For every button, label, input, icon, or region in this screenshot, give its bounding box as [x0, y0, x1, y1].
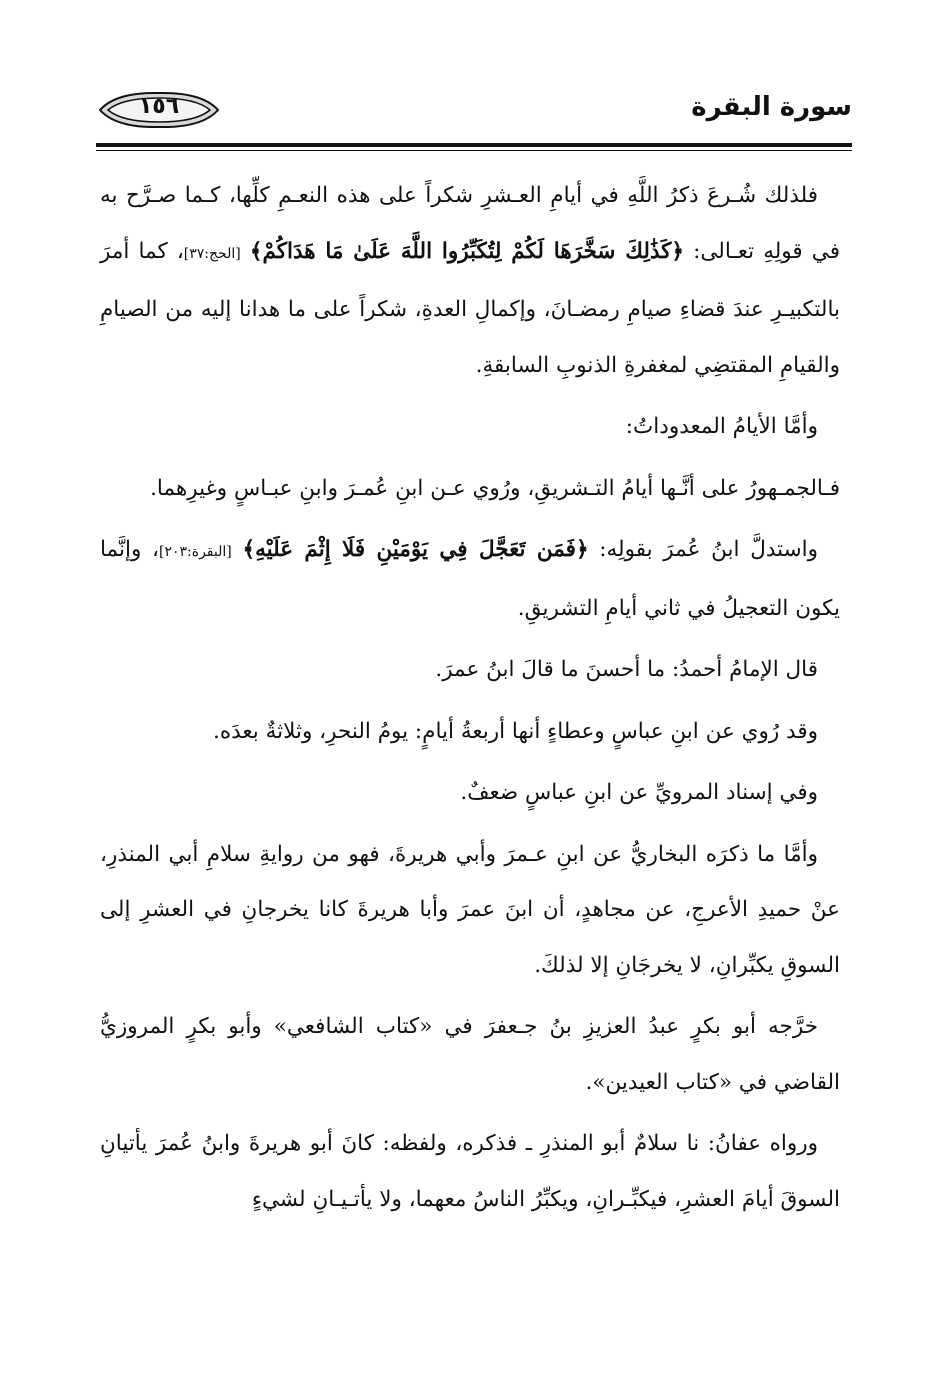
text-run: فلذلك شُـرعَ ذكرُ اللَّهِ في أيامِ العـشرِ شكراً على هذه النعـمِ كلِّها، كـما صـرَّح به في قولِهِ تعـالى: [100, 183, 840, 264]
paragraph [100, 168, 840, 393]
page-number: ١٥٦ [138, 94, 180, 119]
paragraph: قال الإمامُ أحمدُ: ما أحسنَ ما قالَ ابنُ عمرَ. [435, 657, 818, 682]
header-rule-thin [96, 150, 852, 151]
paragraph: فـالجمـهورُ على أنَّـها أيامُ التـشريقِ، ورُوي عـن ابنِ عُمـرَ وابنِ عبـاسٍ وغيرِهما. [150, 475, 840, 501]
text-run: ، وإنَّما يكون التعجيلُ في ثاني أيامِ التشريقِ. [100, 537, 840, 621]
verse-reference: [الحج:٣٧] [183, 245, 241, 262]
paragraph: وأمَّا الأيامُ المعدوداتُ: [625, 414, 818, 439]
surah-title: سورة البقرة [691, 92, 852, 122]
paragraph [100, 522, 840, 636]
quran-verse: ﴿فَمَن تَعَجَّلَ فِي يَوْمَيْنِ فَلَا إِثْمَ عَلَيْهِ﴾ [242, 537, 589, 562]
paragraph: وأمَّا ما ذكرَه البخاريُّ عن ابنِ عـمرَ وأبي هريرةَ، فهو من روايةِ سلامِ أبي المنذرِ، عنْ حميدِ الأعرجِ، عن مجاهدٍ، أن ابنَ عمرَ وأبا هريرةَ كانا يخرجانِ في العشرِ إلى السوقِ يكبِّرانِ، لا يخرجَانِ إلا لذلكَ. [100, 841, 840, 978]
body-text [100, 168, 840, 1338]
paragraph: وفي إسناد المرويِّ عن ابنِ عباسٍ ضعفٌ. [460, 780, 818, 805]
quran-verse: ﴿كَذَٰلِكَ سَخَّرَهَا لَكُمْ لِتُكَبِّرُوا اللَّهَ عَلَىٰ مَا هَدَاكُمْ﴾ [249, 238, 684, 264]
text-run: ، كما أمرَ بالتكبيـرِ عندَ قضاءِ صيامِ رمضـانَ، وإكمالِ العدةِ، شكراً على ما هدانا إليه من الصيامِ والقيامِ المقتضِي لمغفرةِ الذنوبِ السابقةِ. [100, 238, 840, 378]
paragraph: ورواه عفانُ: نا سلامٌ أبو المنذرِ ـ فذكره، ولفظه: كانَ أبو هريرةَ وابنُ عُمرَ يأتيانِ السوقَ أيامَ العشرِ، فيكبِّـرانِ، ويكبِّرُ الناسُ معهما، ولا يأتـيـانِ لشيءٍ [100, 1131, 840, 1212]
page-header [96, 88, 852, 140]
text-run: واستدلَّ ابنُ عُمرَ بقولِه: [599, 537, 818, 562]
header-rule-thick [96, 143, 852, 147]
paragraph: وقد رُوي عن ابنِ عباسٍ وعطاءٍ أنها أربعةُ أيامٍ: يومُ النحرِ، وثلاثةٌ بعدَه. [213, 718, 818, 744]
verse-reference: [البقرة:٢٠٣] [159, 544, 232, 560]
paragraph: خرَّجه أبو بكرٍ عبدُ العزيزِ بنُ جـعفرَ في «كتاب الشافعي» وأبو بكرٍ المروزيُّ القاضي في «كتاب العيدين». [100, 1014, 840, 1095]
